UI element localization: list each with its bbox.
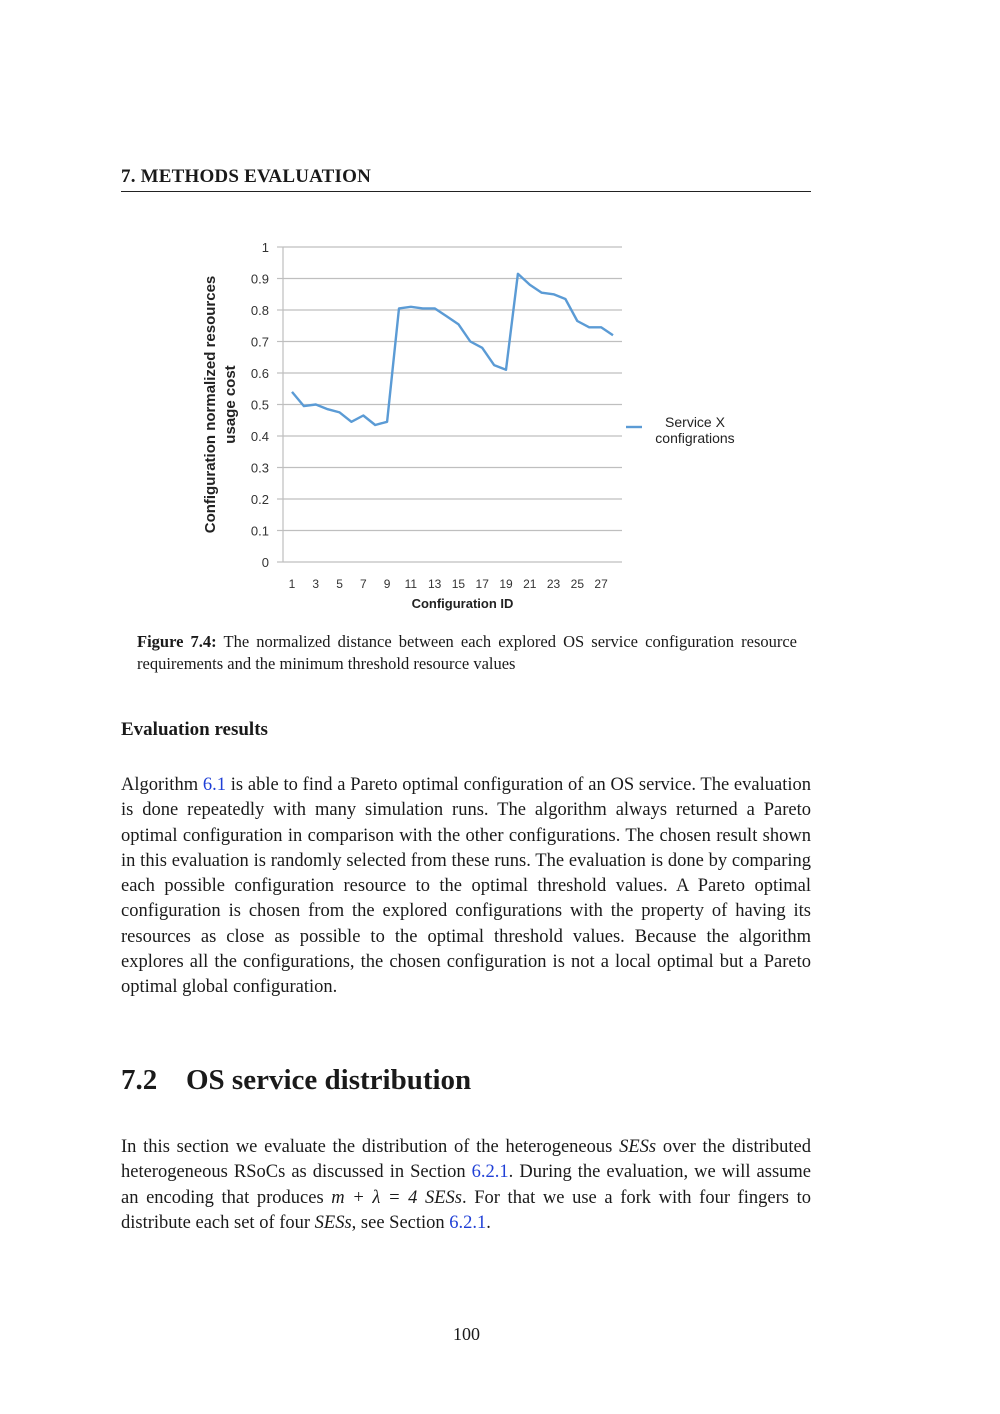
figure-caption-text: The normalized distance between each explored OS service configuration resource requirements and the minimum threshold resource values [137,632,798,673]
figure-caption [137,631,797,675]
y-tick-label: 0 [261,555,269,570]
y-tick-label: 0.4 [250,429,269,444]
section-number: 7.2 [121,1064,158,1096]
math-ses: SESs [619,1137,657,1157]
x-tick-label: 5 [336,577,343,591]
figure-label: Figure 7.4: [137,632,217,651]
paragraph-evaluation [121,773,811,1001]
algorithm-reference-link[interactable]: 6.1 [202,775,226,795]
y-tick-label: 0.6 [250,366,269,381]
text: . During the evaluation, we will assume an encoding that produces [121,1162,811,1208]
math-equation: m + λ = 4 SESs [331,1187,462,1208]
axis-labels [202,276,513,611]
y-tick-label: 0.7 [250,334,269,350]
y-tick-label: 1 [261,240,269,255]
y-axis-label: Configuration normalized resources [202,275,219,534]
y-tick-label: 0.2 [250,492,269,507]
y-tick-label: 0.5 [250,397,269,413]
y-axis-label: usage cost [222,365,239,444]
math-ses: SESs [314,1212,352,1233]
y-tick-label: 0.3 [250,460,269,476]
x-axis-label: Configuration ID [411,596,514,611]
x-tick-label: 23 [546,577,561,591]
legend-label: Service X [665,414,725,430]
x-tick-label: 19 [499,577,513,591]
section-heading [121,1064,471,1097]
page-number: 100 [453,1324,480,1344]
text: is able to find a Pareto optimal configuration of an OS service. The evaluation is done repeatedly with many simulation runs. The algorithm always returned a Pareto optimal configuration in comparison with the other configurations. The chosen result shown in this evaluation is randomly selected from these runs. The evaluation is done by comparing each possible configuration resource to the optimal threshold values. A Pareto optimal configuration is chosen from the explored configurations with the property of having its resources as close as possible to the optimal threshold values. Because the algorithm explores all the configurations, the chosen configuration is not a local optimal but a Pareto optimal global configuration. [121,775,811,998]
text: . [486,1212,491,1233]
subsection-heading: Evaluation results [121,719,268,740]
x-tick-label: 7 [359,577,367,591]
text: Algorithm [121,775,203,795]
paragraph-distribution [121,1135,811,1236]
text: , see Section [351,1212,450,1233]
line-chart [190,230,760,620]
text: . For that we use a fork with four fingers to distribute each set of four [121,1187,811,1233]
grid-lines [277,247,622,562]
text: In this section we evaluate the distribution of the heterogeneous [121,1137,620,1157]
x-tick-label: 1 [288,577,296,591]
x-tick-label: 15 [451,577,466,591]
x-tick-label: 27 [594,577,608,591]
x-tick-label: 17 [475,577,489,591]
series-layer [292,274,613,425]
x-tick-label: 11 [404,577,418,591]
running-head: 7. METHODS EVALUATION [121,166,811,192]
y-tick-label: 0.9 [250,271,269,287]
x-tick-label: 9 [383,577,391,591]
section-reference-link[interactable]: 6.2.1 [471,1162,509,1183]
series-line [292,274,613,425]
x-tick-labels [289,577,608,591]
x-tick-label: 25 [570,577,585,591]
section-reference-link[interactable]: 6.2.1 [449,1212,487,1233]
legend-label: configrations [655,430,735,446]
x-tick-label: 21 [523,577,537,591]
x-tick-label: 3 [312,577,320,591]
y-tick-label: 0.8 [250,303,269,318]
y-tick-label: 0.1 [250,523,269,539]
y-tick-labels [251,240,269,570]
section-title: OS service distribution [186,1064,472,1096]
x-tick-label: 13 [427,577,442,591]
legend [626,414,735,446]
text: over the distributed heterogeneous RSoCs as discussed in Section [121,1137,811,1183]
